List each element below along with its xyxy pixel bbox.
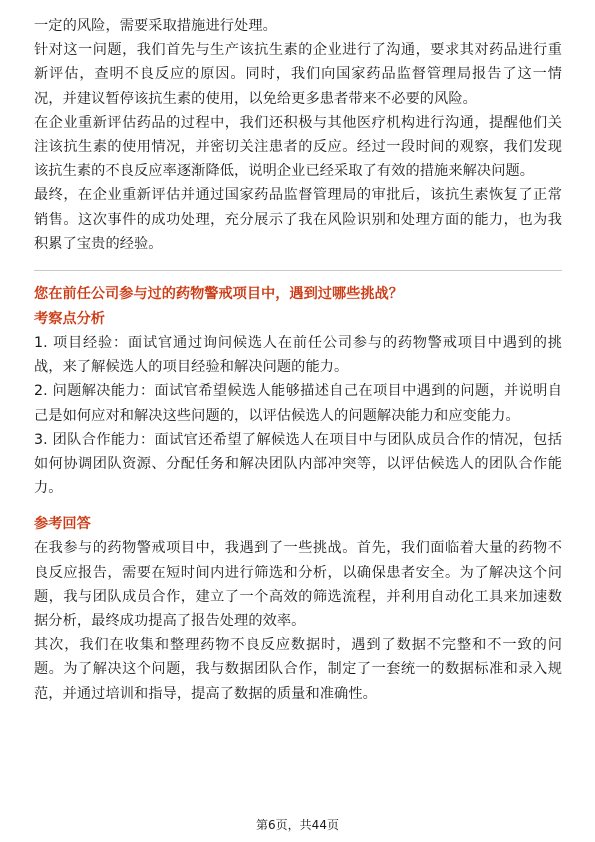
answer-title: 参考回答 [34,516,91,533]
analysis-item-3: 3. 团队合作能力：面试官还希望了解候选人在项目中与团队成员合作的情况，包括如何协调团队资源、分配任务和解决团队内部冲突等，以评估候选人的团队合作能力。 [34,431,562,497]
analysis-title: 考察点分析 [34,311,105,328]
page-number: 第6页，共44页 [256,818,339,832]
section-divider [34,270,562,271]
intro-paragraph-3: 在企业重新评估药品的过程中，我们还积极与其他医疗机构进行沟通，提醒他们关注该抗生素的使用情况，并密切关注患者的反应。经过一段时间的观察，我们发现该抗生素的不良反应率逐渐降低，说明企业已经采取了有效的措施来解决问题。 [34,114,562,180]
question-heading: 您在前任公司参与过的药物警戒项目中，遇到过哪些挑战？ [34,286,403,303]
intro-paragraph-1: 一定的风险，需要采取措施进行处理。 [34,18,277,34]
page-content [34,14,562,706]
analysis-item-1: 1. 项目经验：面试官通过询问候选人在前任公司参与的药物警戒项目中遇到的挑战，来了解候选人的项目经验和解决问题的能力。 [34,335,562,376]
intro-paragraph-4: 最终，在企业重新评估并通过国家药品监督管理局的审批后，该抗生素恢复了正常销售。这次事件的成功处理，充分展示了我在风险识别和处理方面的能力，也为我积累了宝贵的经验。 [34,187,562,252]
intro-paragraph-2: 针对这一问题，我们首先与生产该抗生素的企业进行了沟通，要求其对药品进行重新评估，查明不良反应的原因。同时，我们向国家药品监督管理局报告了这一情况，并建议暂停该抗生素的使用，以免给更多患者带来不必要的风险。 [34,42,562,107]
analysis-item-2: 2. 问题解决能力：面试官希望候选人能够描述自己在项目中遇到的问题，并说明自己是如何应对和解决这些问题的，以评估候选人的问题解决能力和应变能力。 [34,383,562,424]
answer-paragraph-1: 在我参与的药物警戒项目中，我遇到了一些挑战。首先，我们面临着大量的药物不良反应报告，需要在短时间内进行筛选和分析，以确保患者安全。为了解决这个问题，我与团队成员合作，建立了一个高效的筛选流程，并利用自动化工具来加速数据分析，最终成功提高了报告处理的效率。 [34,540,562,630]
answer-paragraph-2: 其次，我们在收集和整理药物不良反应数据时，遇到了数据不完整和不一致的问题。为了解决这个问题，我与数据团队合作，制定了一套统一的数据标准和录入规范，并通过培训和指导，提高了数据的质量和准确性。 [34,637,562,702]
